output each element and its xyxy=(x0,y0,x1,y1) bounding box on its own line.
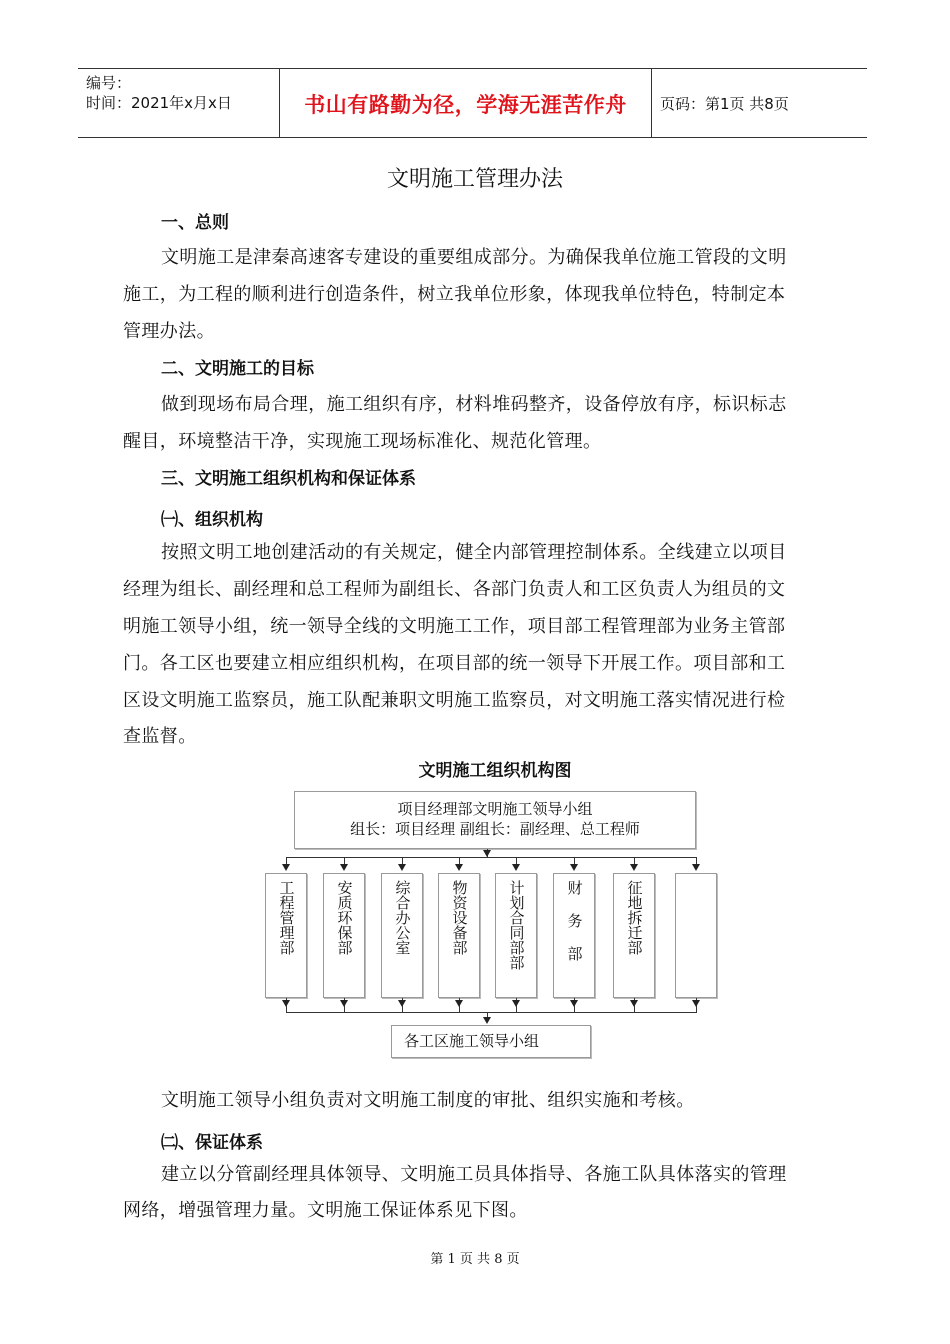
connector-line xyxy=(286,1012,697,1013)
arrow-icon xyxy=(398,864,406,871)
dept-label: 财务部 xyxy=(565,880,584,979)
dept-box xyxy=(613,873,655,998)
arrow-icon xyxy=(630,864,638,871)
dept-box xyxy=(381,873,423,998)
arrow-icon xyxy=(512,1000,520,1007)
arrow-icon xyxy=(570,1000,578,1007)
arrow-icon xyxy=(398,1000,406,1007)
dept-label: 综合办公室 xyxy=(393,880,412,955)
paragraph-line: 文明施工领导小组负责对文明施工制度的审批、组织实施和考核。 xyxy=(161,1090,695,1111)
arrow-icon xyxy=(483,1017,491,1024)
document-title: 文明施工管理办法 xyxy=(386,167,563,192)
arrow-icon xyxy=(692,1000,700,1007)
page-label: 页码：第1页 共8页 xyxy=(660,95,789,113)
dept-box xyxy=(438,873,480,998)
arrow-icon xyxy=(455,1000,463,1007)
time-label: 时间：2021年x月x日 xyxy=(86,94,232,112)
subsection-heading-2: ㈡、保证体系 xyxy=(161,1133,263,1153)
org-bottom-box xyxy=(391,1025,591,1058)
dept-label: 计划合同部部 xyxy=(507,880,526,970)
arrow-icon xyxy=(282,864,290,871)
paragraph-line: 查监督。 xyxy=(123,726,197,747)
arrow-icon xyxy=(455,864,463,871)
paragraph-line: 施工，为工程的顺利进行创造条件，树立我单位形象，体现我单位特色，特制定本 xyxy=(123,284,786,305)
paragraph-line: 醒目，环境整洁干净，实现施工现场标准化、规范化管理。 xyxy=(123,431,602,452)
dept-box xyxy=(495,873,537,998)
number-label: 编号： xyxy=(86,74,132,92)
org-top-line1: 项目经理部文明施工领导小组 xyxy=(397,800,593,818)
section-heading-3: 三、文明施工组织机构和保证体系 xyxy=(161,469,416,489)
section-heading-1: 一、总则 xyxy=(161,213,229,233)
paragraph-line: 文明施工是津秦高速客专建设的重要组成部分。为确保我单位施工管段的文明 xyxy=(161,247,787,268)
header-middle-cell xyxy=(280,69,652,137)
arrow-icon xyxy=(483,850,491,857)
paragraph-line: 管理办法。 xyxy=(123,321,215,342)
arrow-icon xyxy=(630,1000,638,1007)
paragraph-line: 门。各工区也要建立相应组织机构，在项目部的统一领导下开展工作。项目部和工 xyxy=(123,653,786,674)
paragraph-line: 做到现场布局合理，施工组织有序，材料堆码整齐，设备停放有序，标识标志 xyxy=(161,394,787,415)
org-bottom-label: 各工区施工领导小组 xyxy=(404,1032,540,1050)
arrow-icon xyxy=(692,864,700,871)
org-top-box xyxy=(294,791,696,849)
connector-line xyxy=(286,857,697,858)
header-left-cell xyxy=(78,69,280,137)
dept-label: 工程管理部 xyxy=(277,880,296,955)
section-heading-2: 二、文明施工的目标 xyxy=(161,359,314,379)
org-chart-title: 文明施工组织机构图 xyxy=(418,761,572,781)
dept-label: 征地拆迁部 xyxy=(625,880,644,955)
dept-box xyxy=(265,873,307,998)
dept-label: 物资设备部 xyxy=(450,880,469,955)
dept-box xyxy=(675,873,717,998)
paragraph-line: 区设文明施工监察员，施工队配兼职文明施工监察员，对文明施工落实情况进行检 xyxy=(123,690,786,711)
paragraph-line: 网络，增强管理力量。文明施工保证体系见下图。 xyxy=(123,1200,528,1221)
org-top-line2: 组长：项目经理 副组长：副经理、总工程师 xyxy=(350,820,640,838)
header-right-cell xyxy=(652,69,867,137)
paragraph-line: 建立以分管副经理具体领导、文明施工员具体指导、各施工队具体落实的管理 xyxy=(161,1164,787,1185)
dept-box xyxy=(553,873,595,998)
arrow-icon xyxy=(512,864,520,871)
paragraph-line: 明施工领导小组，统一领导全线的文明施工工作，项目部工程管理部为业务主管部 xyxy=(123,616,786,637)
arrow-icon xyxy=(282,1000,290,1007)
dept-box xyxy=(323,873,365,998)
arrow-icon xyxy=(340,864,348,871)
header-table xyxy=(78,68,867,138)
dept-label: 安质环保部 xyxy=(335,880,354,955)
paragraph-line: 经理为组长、副经理和总工程师为副组长、各部门负责人和工区负责人为组员的文 xyxy=(123,579,786,600)
page-footer: 第 1 页 共 8 页 xyxy=(430,1252,520,1267)
arrow-icon xyxy=(340,1000,348,1007)
motto-text: 书山有路勤为径，学海无涯苦作舟 xyxy=(304,93,627,117)
arrow-icon xyxy=(570,864,578,871)
paragraph-line: 按照文明工地创建活动的有关规定，健全内部管理控制体系。全线建立以项目 xyxy=(161,542,787,563)
subsection-heading-1: ㈠、组织机构 xyxy=(161,510,263,530)
